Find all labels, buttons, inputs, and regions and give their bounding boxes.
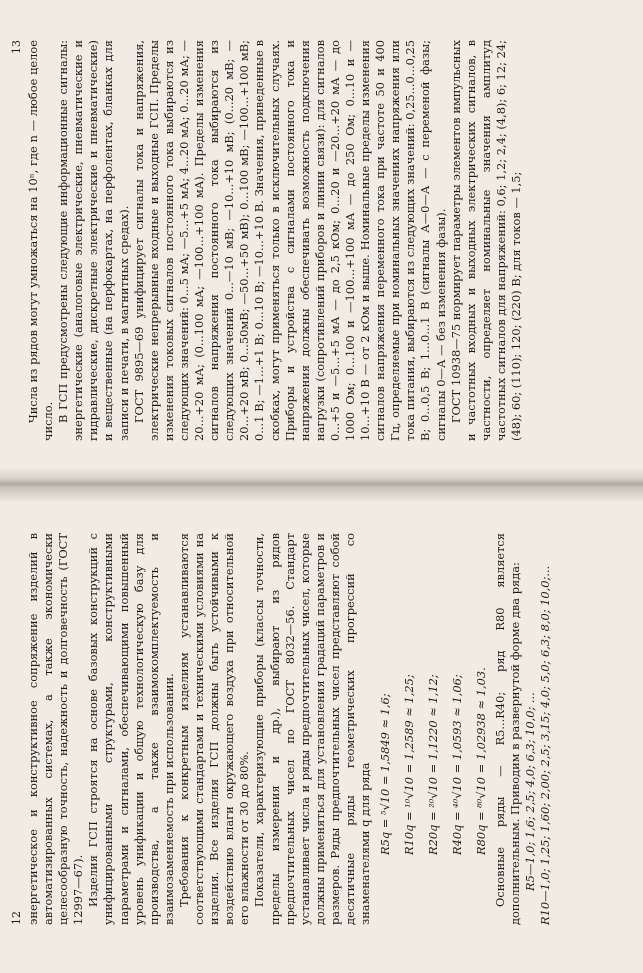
- paragraph: Основные ряды — R5...R40; ряд R80 является дополнительным. Приводим в развернутой форме два ряда:: [493, 533, 523, 925]
- formula-r80: R80q = ⁸⁰√10 = 1,02938 ≈ 1,03.: [474, 667, 489, 855]
- paragraph: Показатели, характеризующие приборы (классы точности, пределы измерения и др.), выбирают из рядов предпочтительных чисел по ГОСТ 8032—56. Стандарт устанавливает числа и ряды предпочтительных чисел, которые должны применяться для установления градаций параметров и размеров. Ряды предпочтительных чисел представляют собой десятичные ряды геометрических прогрессий со знаменателями q для ряда: [252, 533, 373, 925]
- right-page: [0, 0, 643, 475]
- formula-r5: R5q = ⁵√10 = 1,5849 ≈ 1,6;: [378, 693, 393, 855]
- paragraph: Изделия ГСП строятся на основе базовых конструкций с унифицированными структурами, конструктивными параметрами и сигналами, обеспечивающими повышенный уровень унификации и общую технологическую базу для производства, а также взаимокомплектуемость и взаимозаменяемость при использовании.: [86, 533, 176, 925]
- formula-block: [373, 533, 493, 925]
- formula-r20: R20q = ²⁰√10 = 1,1220 ≈ 1,12;: [426, 674, 441, 855]
- series-r5: R5—1,0; 1,6; 2,5; 4,0; 6,3; 10,0; ...: [523, 692, 538, 891]
- paragraph: Числа из рядов могут умножаться на 10ⁿ, где n — любое целое число.: [26, 40, 56, 441]
- formula-r40: R40q = ⁴⁰√10 = 1,0593 ≈ 1,06;: [450, 674, 465, 855]
- series-r10: R10—1,0; 1,25; 1,60; 2,00; 2,5; 3,15; 4,0; 5,0; 6,3; 8,0; 10,0;...: [538, 565, 553, 925]
- paragraph: В ГСП предусмотрены следующие информационные сигналы: энергетические (аналоговые электрические, пневматические и гидравлические, дискретные электрические и пневматические) и вещественные (на перфокартах, на перфолентах, бланках для записи и печати, в магнитных средах).: [56, 40, 131, 441]
- right-page-text: [26, 40, 524, 441]
- page-number-left: 12: [10, 911, 23, 925]
- paragraph: ГОСТ 10938—75 нормирует параметры элементов импульсных и частотных входных и выходных электрических сигналов, в частности, определяет номинальные значения амплитуд частотных сигналов для напряжений: 0,6; 1,2; 2,4; (4,8); 6; 12; 24; (48); 60; (110); 120; (220) В; для токов — 1,5;: [448, 40, 523, 441]
- paragraph: энергетическое и конструктивное сопряжение изделий в автоматизированных системах, а также экономически целесообразную точность, надежность и долговечность (ГОСТ 12997—67).: [26, 533, 86, 925]
- left-page: [0, 493, 643, 973]
- paragraph: ГОСТ 9895—69 унифицирует сигналы тока и напряжения, электрические непрерывные входные и выходные ГСП. Пределы изменения токовых сигналов постоянного тока выбираются из следующих значений: 0...5 мА; —5...+5 мА; 4...20 мА; 0...20 мА; —20...+20 мА; (0...100 мА; —100...+100 мА). Пределы изменения сигналов напряжения постоянного тока выбираются из следующих значений 0...—10 мВ; —10...+10 мВ; (0...20 мВ; —20...+20 мВ; 0...50мВ; —50...+50 мВ); 0...100 мВ; —100...+100 мВ; 0...1 В; —1...+1 В; 0...10 В; —10...+10 В. Значения, приведенные в скобках, могут применяться только в исключительных случаях. Приборы и устройства с сигналами постоянного тока и напряжения должны обеспечивать возможность подключения нагрузки (сопротивлений приборов и линии связи): для сигналов 0...+5 и —5...+5 мА — до 2,5 кОм; 0...20 и —20...+20 мА — до 1000 Ом; 0...100 и —100...+100 мА — до 250 Ом; 0...10 и —10...+10 В — от 2 кОм и выше. Номинальные пределы изменения сигналов напряжения переменного тока при частоте 50 и 400 Гц, определяемые при номинальных значениях напряжения или тока питания, выбираются из следующих значений: 0,25...0...0,25 В; 0...0,5 В; 1...0...1 В (сигналы А—0—А — с переменой фазы; сигналы 0—А — без изменения фазы).: [131, 40, 448, 441]
- left-page-text: [26, 533, 373, 925]
- formula-r10: R10q = ¹⁰√10 = 1,2589 ≈ 1,25;: [402, 674, 417, 855]
- paragraph: Требования к конкретным изделиям устанавливаются соответствующими стандартами и техническими условиями на изделия. Все изделия ГСП должны быть устойчивыми к воздействию влаги окружающего воздуха при относительной его влажности от 30 до 80%.: [176, 533, 252, 925]
- left-page-text-bottom: [493, 533, 553, 925]
- page-number-right: 13: [10, 40, 23, 54]
